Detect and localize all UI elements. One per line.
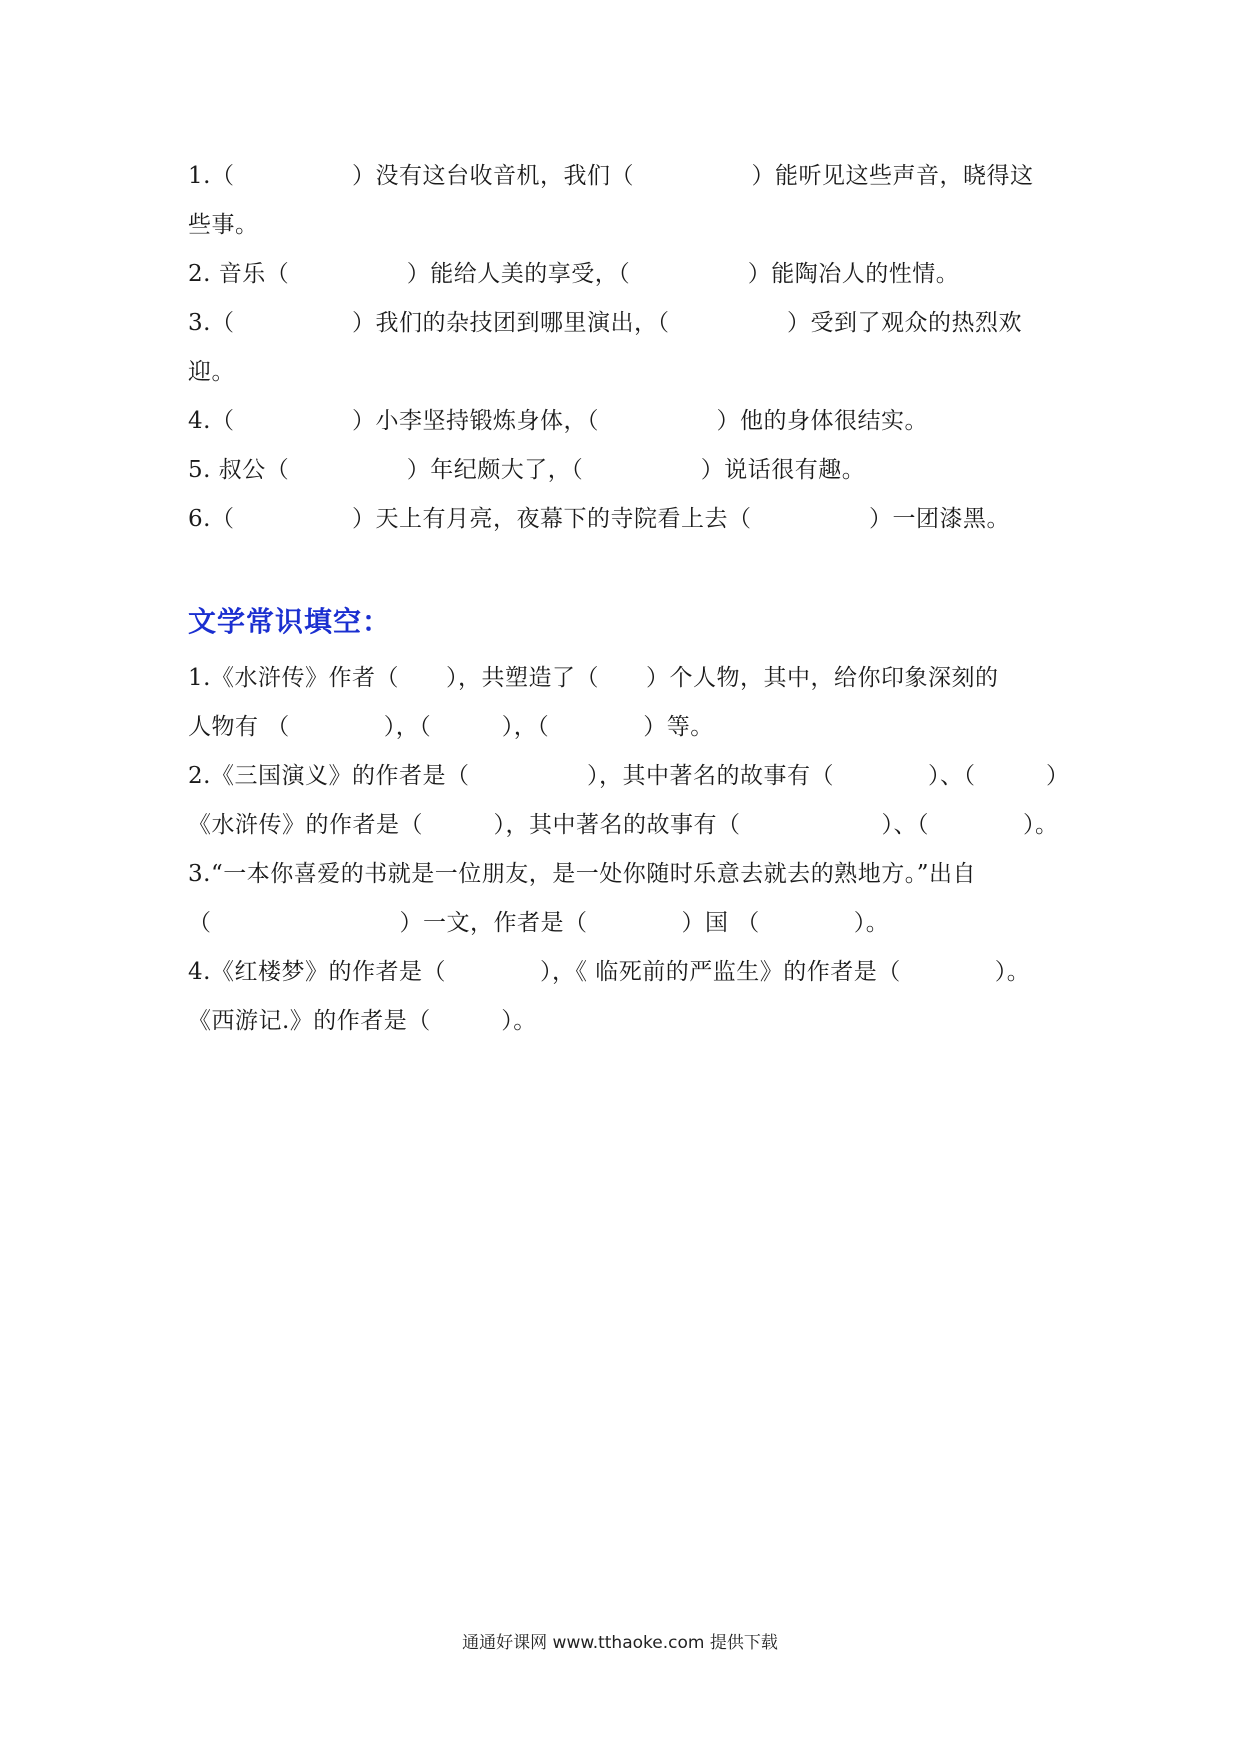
exercise-line: 《西游记.》的作者是（ ）。 (188, 1008, 537, 1034)
exercise-line: 2. 音乐（ ）能给人美的享受，（ ）能陶冶人的性情。 (188, 261, 960, 287)
section-heading: 文学常识填空： (188, 605, 392, 638)
literature-knowledge-exercise (188, 654, 1070, 1046)
exercise-line: 《水浒传》的作者是（ ），其中著名的故事有（ ）、（ ）。 (188, 812, 1059, 838)
exercise-line: 6.（ ）天上有月亮，夜幕下的寺院看上去（ ）一团漆黑。 (188, 506, 1010, 532)
exercise-line: 2.《三国演义》的作者是（ ），其中著名的故事有（ ）、（ ） (188, 763, 1070, 789)
exercise-line: 人物有 （ ），（ ），（ ）等。 (188, 714, 714, 740)
exercise-line: 4.（ ）小李坚持锻炼身体，（ ）他的身体很结实。 (188, 408, 928, 434)
exercise-line: 3.（ ）我们的杂技团到哪里演出，（ ）受到了观众的热烈欢 (188, 310, 1022, 336)
exercise-line: 3.“一本你喜爱的书就是一位朋友，是一处你随时乐意去就去的熟地方。”出自 (188, 861, 976, 887)
exercise-line: 5. 叔公（ ）年纪颇大了，（ ）说话很有趣。 (188, 457, 866, 483)
conjunction-exercise (188, 152, 1060, 544)
exercise-line: 些事。 (188, 212, 259, 238)
exercise-line: 迎。 (188, 359, 235, 385)
exercise-line: 4.《红楼梦》的作者是（ ），《 临死前的严监生》的作者是（ ）。 (188, 959, 1031, 985)
exercise-line: 1.《水浒传》作者（ ），共塑造了（ ）个人物，其中，给你印象深刻的 (188, 665, 999, 691)
exercise-line: 1.（ ）没有这台收音机，我们（ ）能听见这些声音，晓得这 (188, 163, 1034, 189)
exercise-line: （ ）一文，作者是（ ）国 （ ）。 (188, 910, 890, 936)
footer-credit: 通通好课网 www.tthaoke.com 提供下载 (462, 1633, 778, 1653)
